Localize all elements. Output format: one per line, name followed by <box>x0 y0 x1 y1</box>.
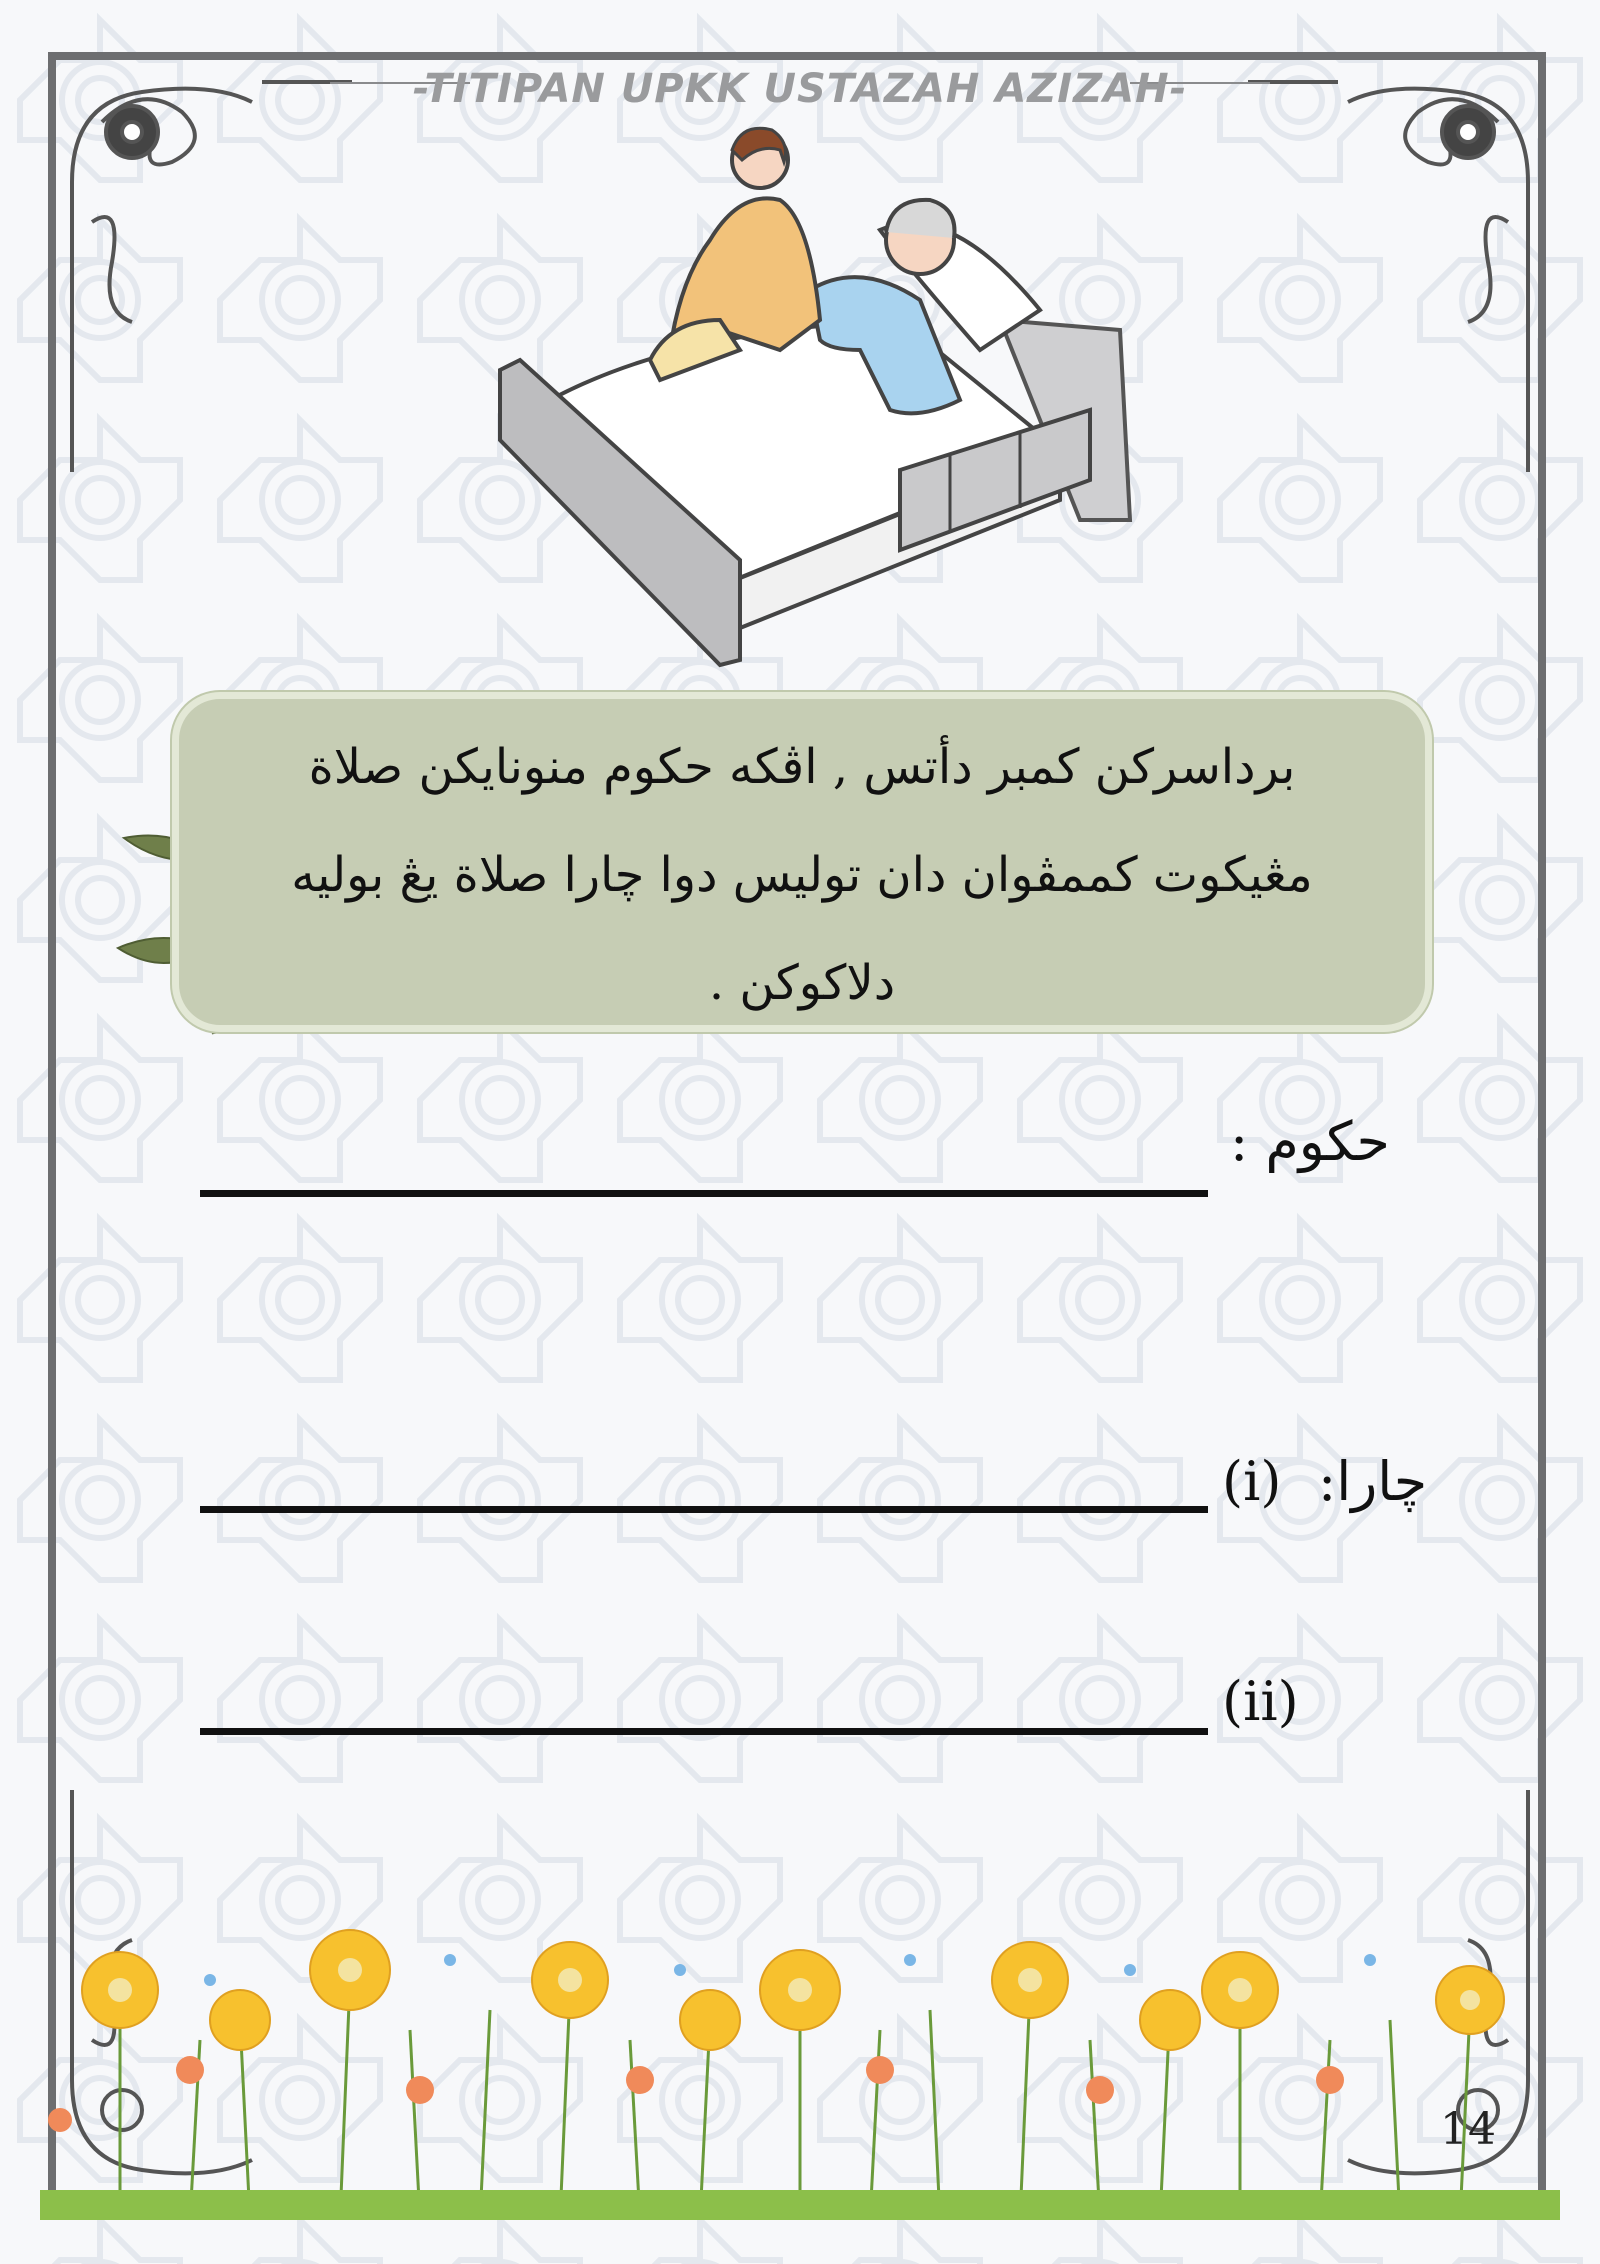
cara-item-ii-answer-line[interactable] <box>200 1728 1208 1735</box>
page-number: 14 <box>1440 2104 1496 2155</box>
hospital-bed-illustration <box>480 120 1160 680</box>
header-title: -TITIPAN UPKK USTAZAH AZIZAH- <box>412 66 1188 112</box>
hukum-answer-line[interactable] <box>200 1190 1208 1197</box>
cara-item-ii-label: (ii) <box>1222 1670 1299 1733</box>
hukum-label: حكوم : <box>1230 1110 1390 1173</box>
instruction-box: برداسركن كمبر دأتس , اڤكه حكوم منونايكن صلاة مڠيكوت كممڤوان دان توليس دوا چارا صلاة يڠ بوليه دلاكوكن . <box>172 692 1432 1032</box>
cara-item-i-label: (i) <box>1222 1450 1282 1513</box>
flower-border-icon <box>40 1920 1560 2220</box>
cara-label: چارا: <box>1318 1450 1428 1513</box>
corner-ornament-top-right-icon <box>1238 62 1538 482</box>
corner-ornament-top-left-icon <box>62 62 362 482</box>
cara-item-i-answer-line[interactable] <box>200 1506 1208 1513</box>
